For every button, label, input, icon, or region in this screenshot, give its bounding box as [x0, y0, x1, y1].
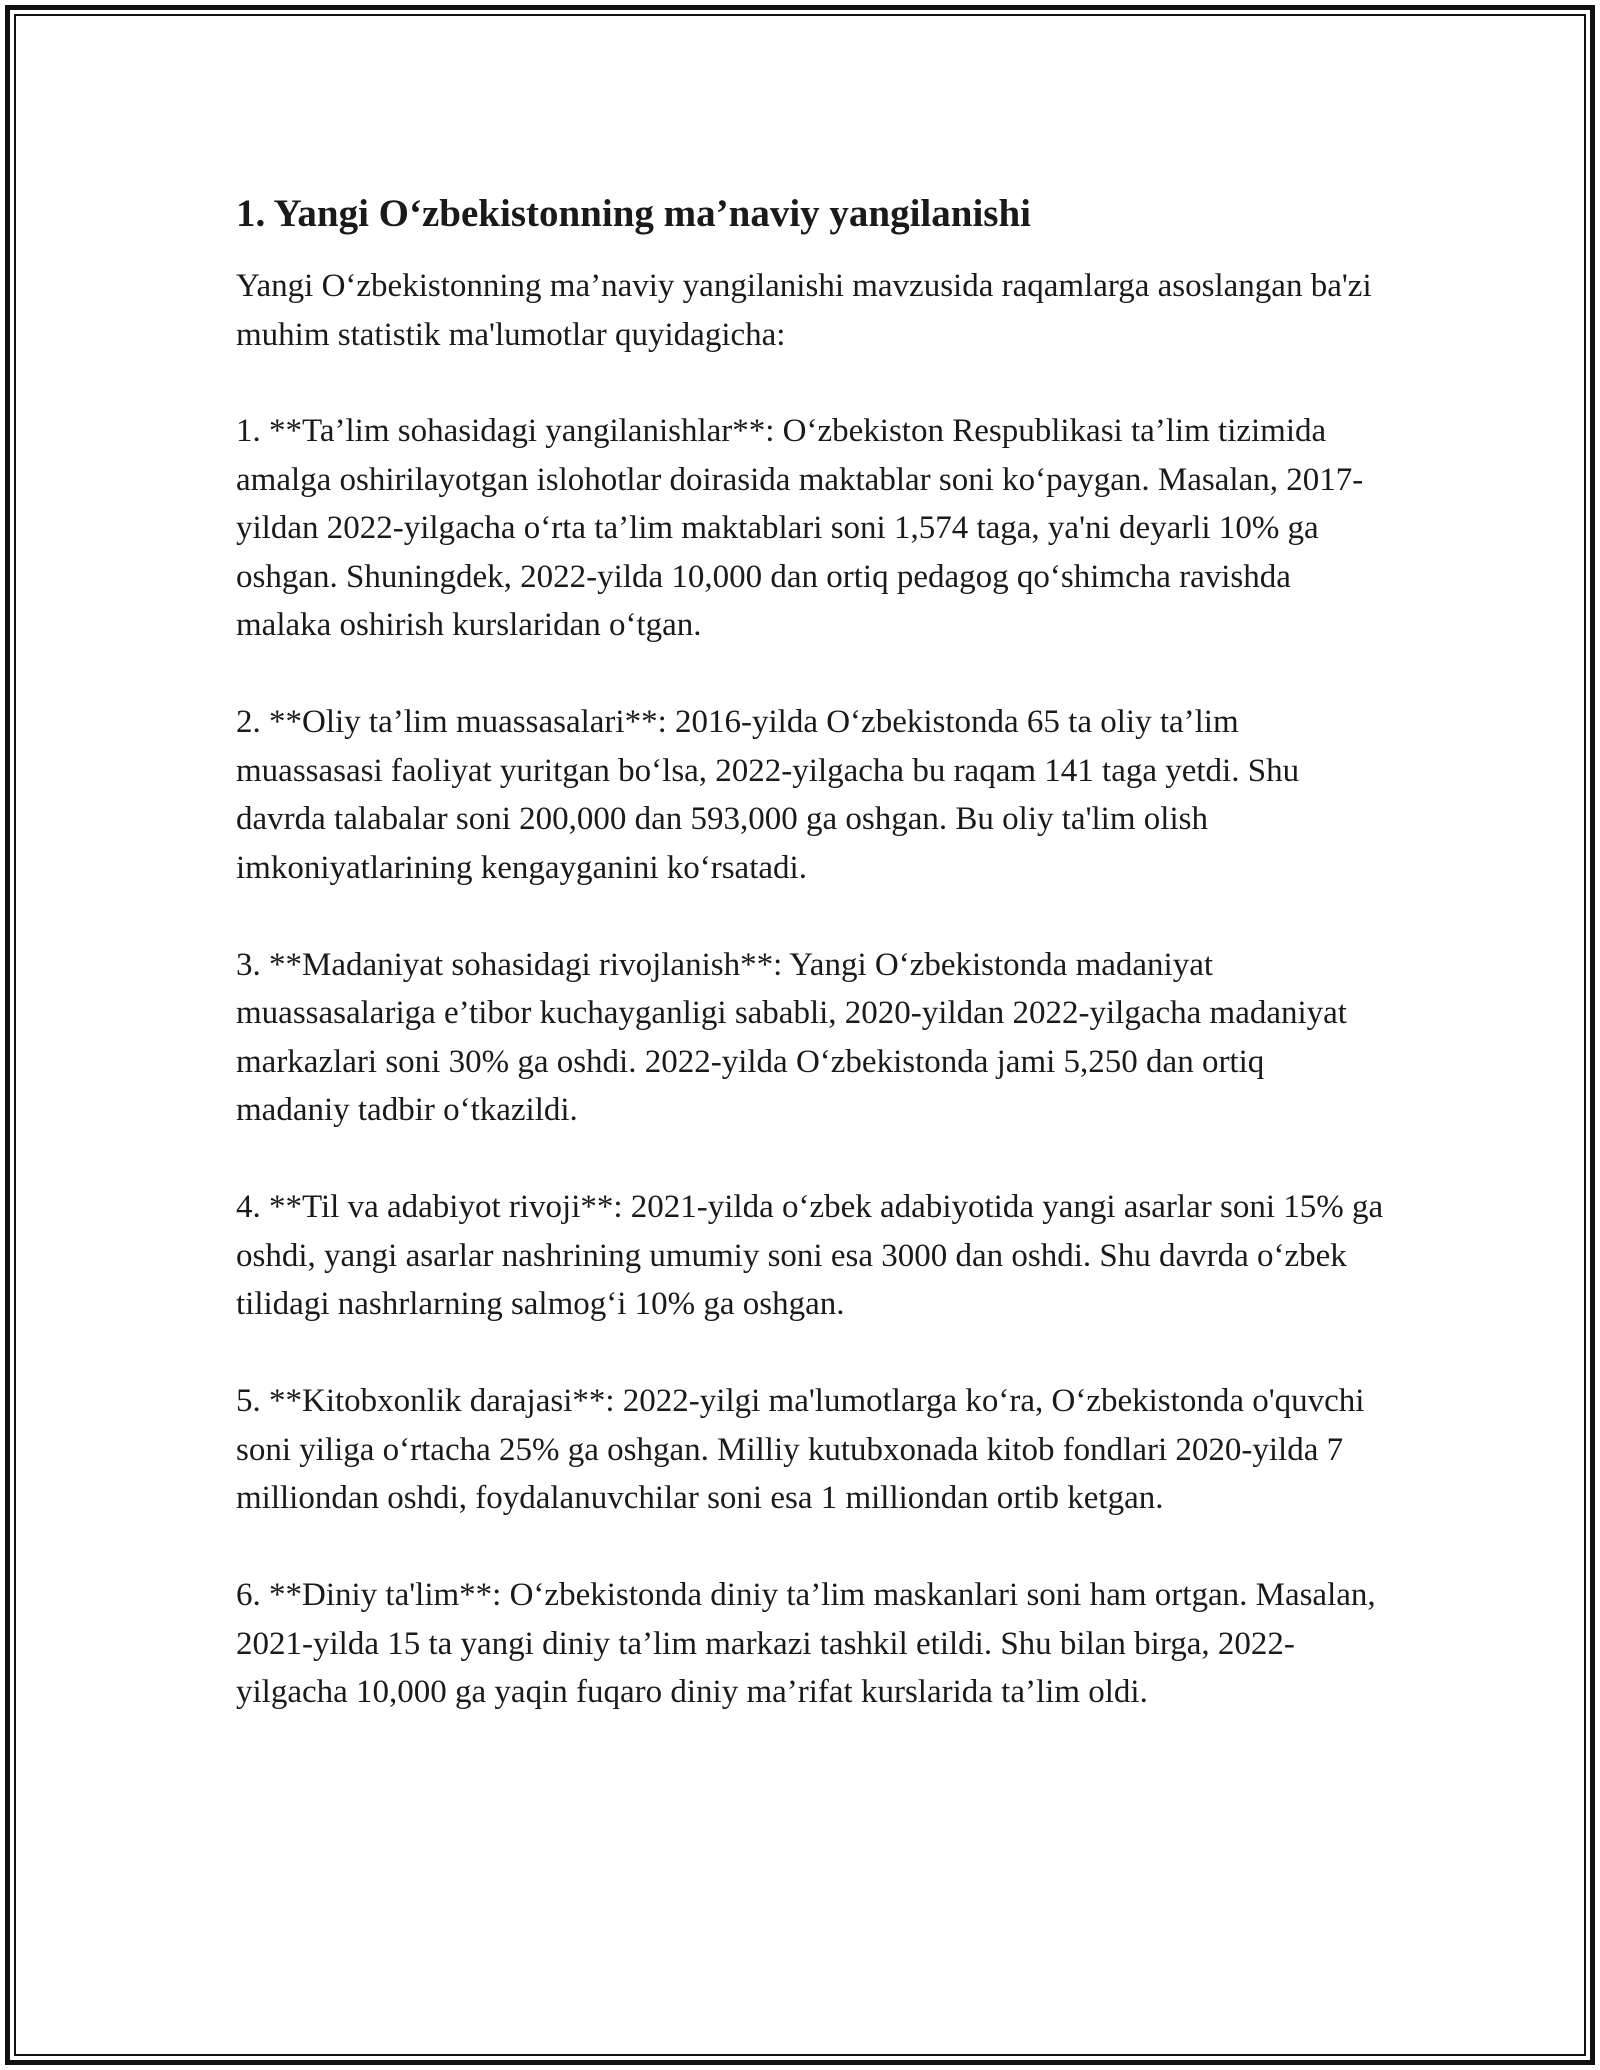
list-item-culture: 3. **Madaniyat sohasidagi rivojlanish**: Yangi O‘zbekistonda madaniyat muassasalariga e’tibor kuchayganligi sababli, 2020-yildan 2022-yilgacha madaniyat markazlari soni 30% ga oshdi. 2022-yilda O‘zbekistonda jami 5,250 dan ortiq madaniy tadbir o‘tkazildi. — [236, 946, 1347, 1128]
list-item-higher-education: 2. **Oliy ta’lim muassasalari**: 2016-yilda O‘zbekistonda 65 ta oliy ta’lim muassasasi faoliyat yuritgan bo‘lsa, 2022-yilgacha bu raqam 141 taga yetdi. Shu davrda talabalar soni 200,000 dan 593,000 ga oshgan. Bu oliy ta'lim olish imkoniyatlarining kengayganini ko‘rsatadi. — [236, 704, 1300, 886]
document-body — [236, 188, 1386, 1765]
list-item-language-literature: 4. **Til va adabiyot rivoji**: 2021-yilda o‘zbek adabiyotida yangi asarlar soni 15% ga oshdi, yangi asarlar nashrining umumiy soni esa 3000 dan oshdi. Shu davrda o‘zbek tilidagi nashrlarning salmog‘i 10% ga oshgan. — [236, 1189, 1384, 1322]
list-item-religious-education: 6. **Diniy ta'lim**: O‘zbekistonda diniy ta’lim maskanlari soni ham ortgan. Masalan, 2021-yilda 15 ta yangi diniy ta’lim markazi tashkil etildi. Shu bilan birga, 2022-yilgacha 10,000 ga yaqin fuqaro diniy ma’rifat kurslarida ta’lim oldi. — [236, 1577, 1376, 1710]
intro-paragraph: Yangi O‘zbekistonning ma’naviy yangilanishi mavzusida raqamlarga asoslangan ba'zi muhim statistik ma'lumotlar quyidagicha: — [236, 268, 1372, 353]
list-item-education: 1. **Ta’lim sohasidagi yangilanishlar**: O‘zbekiston Respublikasi ta’lim tizimida amalga oshirilayotgan islohotlar doirasida maktablar soni ko‘paygan. Masalan, 2017-yildan 2022-yilgacha o‘rta ta’lim maktablari soni 1,574 taga, ya'ni deyarli 10% ga oshgan. Shuningdek, 2022-yilda 10,000 dan ortiq pedagog qo‘shimcha ravishda malaka oshirish kurslaridan o‘tgan. — [236, 413, 1364, 643]
list-item-reading-level: 5. **Kitobxonlik darajasi**: 2022-yilgi ma'lumotlarga ko‘ra, O‘zbekistonda o'quvchi soni yiliga o‘rtacha 25% ga oshgan. Milliy kutubxonada kitob fondlari 2020-yilda 7 milliondan oshdi, foydalanuvchilar soni esa 1 milliondan ortib ketgan. — [236, 1383, 1365, 1516]
document-title: 1. Yangi O‘zbekistonning ma’naviy yangilanishi — [236, 192, 1031, 235]
